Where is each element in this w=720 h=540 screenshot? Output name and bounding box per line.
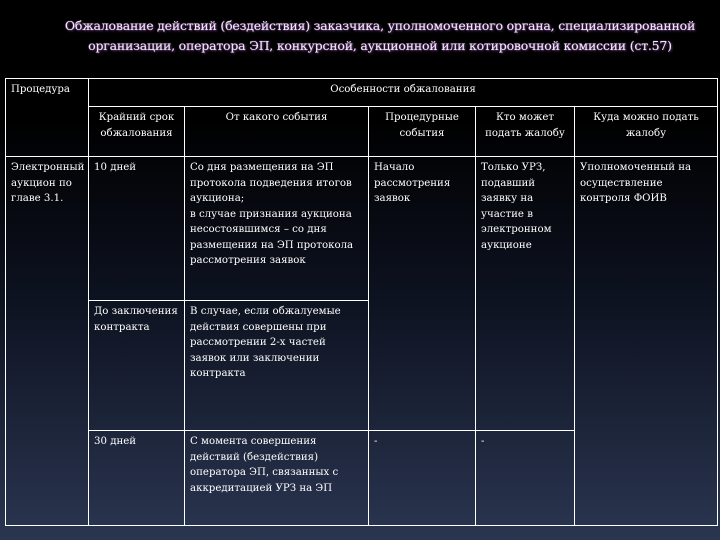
- row3-deadline: 30 дней: [89, 431, 185, 526]
- row3-event: С момента совершения действий (бездействия) оператора ЭП, связанных с аккредитацией УРЗ на ЭП: [185, 431, 369, 526]
- col-who: Кто может подать жалобу: [476, 107, 575, 157]
- row1-event: Со дня размещения на ЭП протокола подведения итогов аукциона; в случае признания аукциона несостоявшимся – со дня размещения на ЭП протокола рассмотрения заявок: [185, 157, 369, 301]
- row3-who: -: [476, 431, 575, 526]
- slide-title: [50, 16, 710, 56]
- col-event: От какого события: [185, 107, 369, 157]
- appeal-table: [5, 78, 718, 526]
- row2-event: В случае, если обжалуемые действия совершены при рассмотрении 2-х частей заявок или заключении контракта: [185, 301, 369, 431]
- row1-where: Уполномоченный на осуществление контроля ФОИВ: [575, 157, 718, 526]
- header-features: Особенности обжалования: [89, 79, 718, 107]
- row1-deadline: 10 дней: [89, 157, 185, 301]
- col-procedural: Процедурные события: [369, 107, 476, 157]
- row1-who: Только УРЗ, подавший заявку на участие в электронном аукционе: [476, 157, 575, 431]
- title-line-2: организации, оператора ЭП, конкурсной, аукционной или котировочной комиссии (ст.57): [88, 38, 672, 53]
- row2-deadline: До заключения контракта: [89, 301, 185, 431]
- col-where: Куда можно подать жалобу: [575, 107, 718, 157]
- col-deadline: Крайний срок обжалования: [89, 107, 185, 157]
- row1-procedural: Начало рассмотрения заявок: [369, 157, 476, 431]
- header-procedure: Процедура: [6, 79, 89, 157]
- row3-procedural: -: [369, 431, 476, 526]
- procedure-cell: Электронный аукцион по главе 3.1.: [6, 157, 89, 526]
- title-line-1: Обжалование действий (бездействия) заказчика, уполномоченного органа, специализированной: [64, 18, 696, 33]
